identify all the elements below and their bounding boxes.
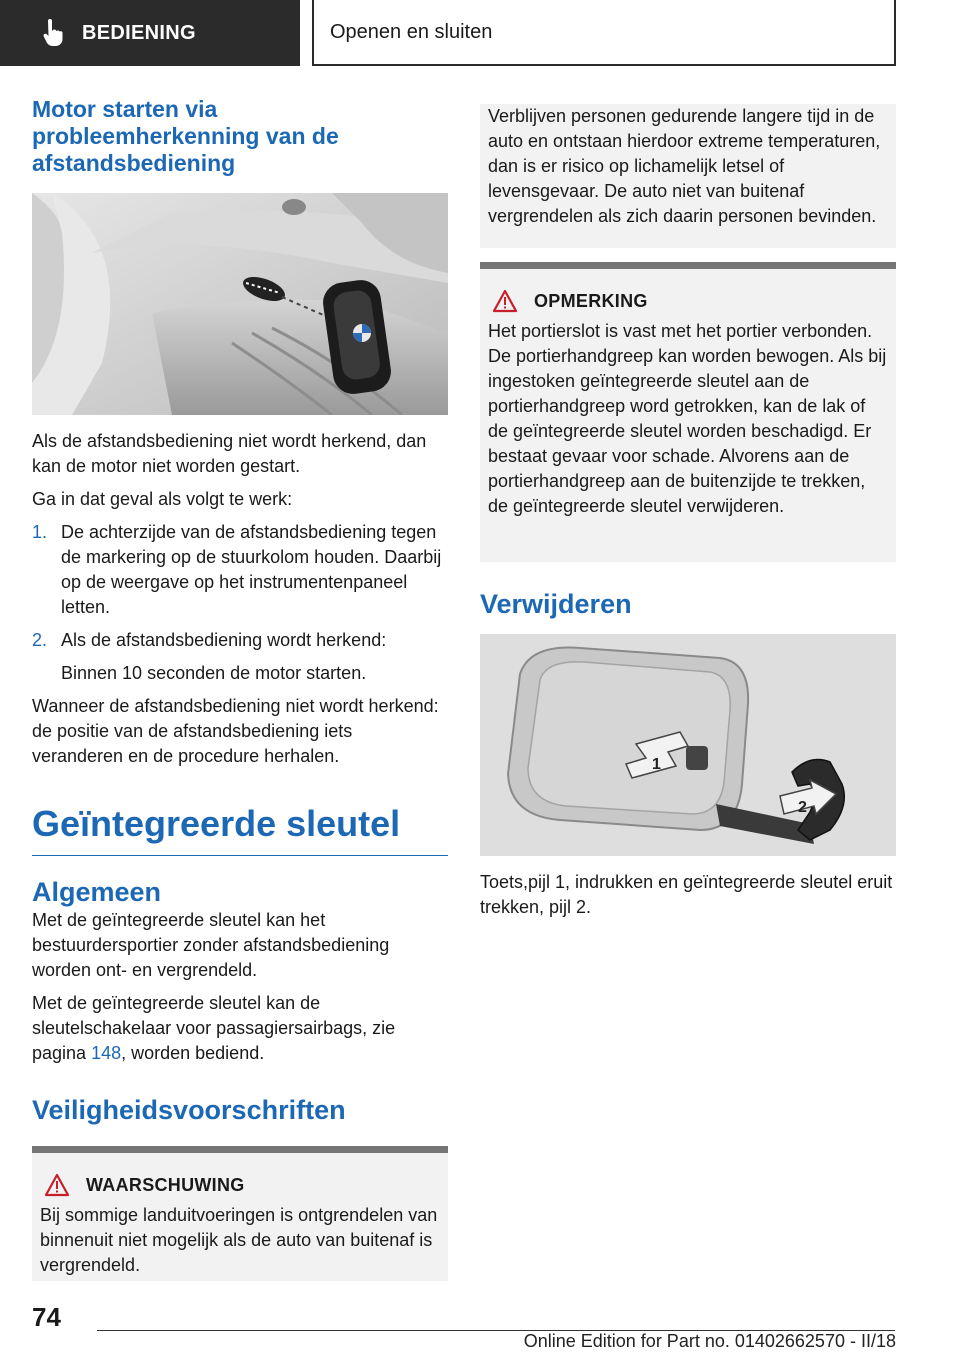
heading-remove: Verwijderen (480, 589, 632, 619)
chapter-tab (0, 0, 300, 66)
warning-text: Bij sommige landuitvoeringen is ontgrendelen van binnenuit niet mogelijk als de auto van buitenaf is vergrendeld. (40, 1205, 438, 1275)
notice-text: Het portierslot is vast met het portier verbonden. De portierhandgreep kan worden bewogen. Als bij ingestoken geïntegreerde sleutel aan de portierhandgreep word getrokken, kan de lak of de geïntegreerde sleutel worden beschadigd. Er bestaat gevaar voor schade. Alvorens aan de portierhandgreep aan de buitenzijde te trekken, de geïntegreerde sleutel verwijderen. (488, 321, 887, 516)
edition-info: Online Edition for Part no. 01402662570 - II/18 (523, 1331, 896, 1351)
steps-list (32, 520, 448, 653)
page-header (0, 0, 960, 66)
arrow-2-label: 2 (798, 799, 807, 816)
heading-start-via-recognition: Motor starten via probleemherkenning van de afstandsbediening (32, 96, 339, 176)
warning-box-continued (480, 104, 896, 248)
text-segment: , worden bediend. (121, 1043, 265, 1063)
step-2-substep: Binnen 10 seconden de motor starten. (61, 663, 367, 683)
section-title: Openen en sluiten (330, 20, 493, 43)
heading-safety: Veiligheidsvoorschriften (32, 1095, 346, 1125)
warning-continued-text: Verblijven personen gedurende langere tijd in de auto en ontstaan hierdoor extreme temperaturen, dan is er risico op lichamelijk letsel of levensgevaar. De auto niet van buitenaf vergrendelen als zich daarin personen bevinden. (488, 106, 881, 226)
step-number: 1. (32, 522, 48, 542)
warning-bar (32, 1146, 448, 1153)
pointing-hand-icon (38, 18, 68, 48)
notice-bar (480, 262, 896, 269)
list-item (32, 520, 448, 620)
warning-triangle-icon (44, 1173, 70, 1197)
step-text: De achterzijde van de afstandsbediening tegen de markering op de stuurkolom houden. Daarbij op de weergave op het instrumentenpaneel letten. (61, 522, 442, 617)
warning-title-row (40, 1173, 440, 1197)
page-footer (0, 1290, 960, 1362)
notice-title: OPMERKING (534, 290, 648, 311)
heading-general: Algemeen (32, 877, 162, 907)
caution-triangle-icon (492, 289, 518, 313)
step-text: Als de afstandsbediening wordt herkend: (61, 630, 387, 650)
heading-divider (32, 855, 448, 856)
figure-steering-column (32, 193, 448, 415)
step-number: 2. (32, 630, 48, 650)
paragraph-key-airbag-switch (32, 991, 448, 1066)
warning-box (32, 1146, 448, 1281)
warning-title: WAARSCHUWING (86, 1174, 245, 1195)
page-number: 74 (32, 1302, 61, 1332)
figure-caption: Toets,pijl 1, indrukken en geïntegreerde sleutel eruit trekken, pijl 2. (480, 872, 893, 917)
key-removal-illustration (480, 634, 896, 856)
arrow-1-label: 1 (652, 756, 661, 773)
paragraph-not-recognized: Als de afstandsbediening niet wordt herkend, dan kan de motor niet worden gestart. (32, 431, 427, 476)
chapter-label: BEDIENING (82, 21, 196, 44)
notice-title-row (488, 289, 888, 313)
left-column (32, 96, 448, 1281)
text-segment: Met de geïntegreerde sleutel kan de sleutelschakelaar voor passagiersairbags, zie pagina (32, 993, 396, 1063)
heading-integrated-key: Geïntegreerde sleutel (32, 803, 401, 844)
paragraph-retry: Wanneer de afstandsbediening niet wordt herkend: de positie van de afstandsbediening iets veranderen en de procedure herhalen. (32, 696, 439, 766)
paragraph-key-driver-door: Met de geïntegreerde sleutel kan het bestuurdersportier zonder afstandsbediening worden ont- en vergrendeld. (32, 910, 390, 980)
page-reference-link[interactable]: 148 (91, 1043, 122, 1063)
list-item (32, 628, 448, 653)
figure-key-removal (480, 634, 896, 856)
steering-column-illustration (32, 193, 448, 415)
section-title-box (312, 0, 896, 66)
right-column (480, 104, 896, 920)
paragraph-procedure-intro: Ga in dat geval als volgt te werk: (32, 489, 293, 509)
notice-box (480, 262, 896, 562)
